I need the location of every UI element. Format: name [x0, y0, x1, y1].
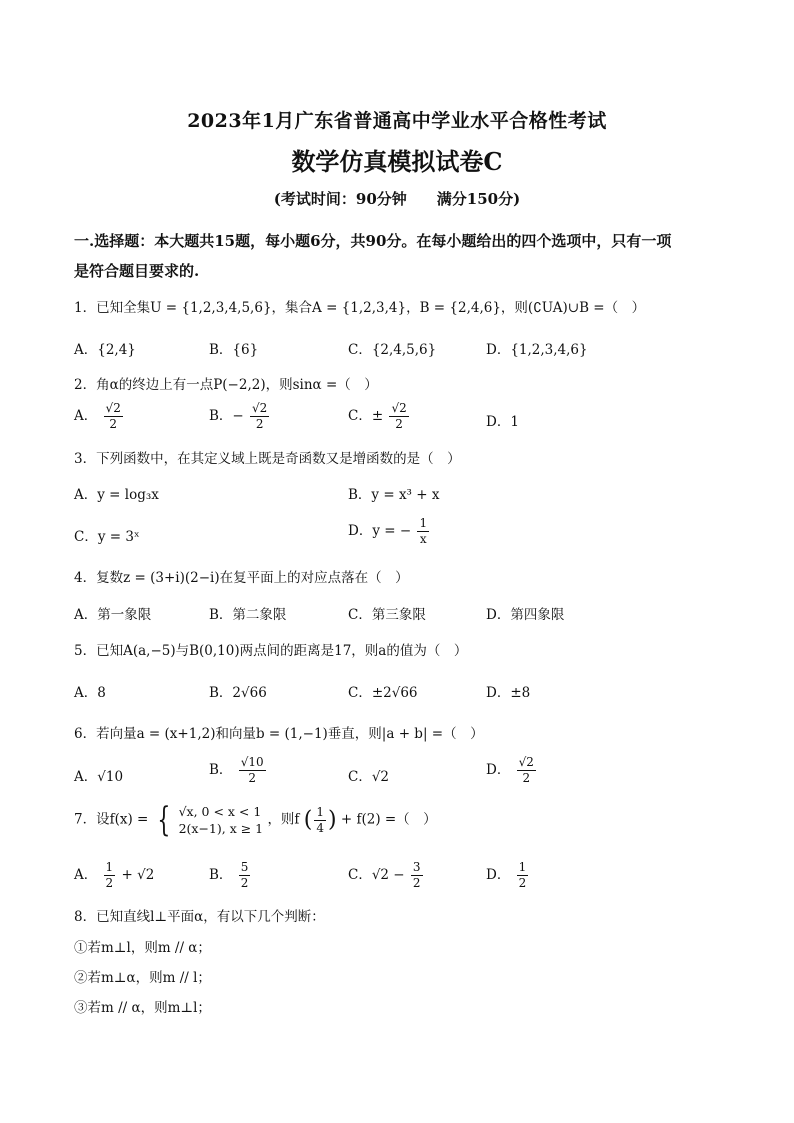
piecewise-case-1: √x, 0 < x < 1 — [178, 804, 262, 819]
q7-suffix: + f(2) =（ ） — [340, 811, 437, 828]
question-3-option-d — [348, 516, 431, 547]
brace-glyph: { — [156, 800, 170, 840]
question-3-option-a: A．y = log₃x — [74, 487, 159, 503]
piecewise-case-2: 2(x−1), x ≥ 1 — [178, 821, 264, 836]
fraction — [517, 755, 536, 786]
option-label: D． — [486, 867, 511, 883]
fraction-denominator: 4 — [316, 820, 324, 835]
question-7-option-b — [209, 860, 252, 891]
piecewise-cases — [179, 803, 264, 837]
fraction-numerator: √2 — [518, 755, 534, 769]
question-3-stem: 3．下列函数中，在其定义域上既是奇函数又是增函数的是（ ） — [74, 451, 461, 467]
q7-prefix: 7．设f(x) = — [74, 811, 149, 828]
exam-subtitle: 数学仿真模拟试卷C — [291, 147, 503, 176]
question-5-stem: 5．已知A(a,−5)与B(0,10)两点间的距离是17，则a的值为（ ） — [74, 643, 468, 659]
option-label: B． — [209, 762, 233, 778]
question-6-option-d — [486, 755, 538, 786]
fraction-denominator: 2 — [248, 771, 256, 785]
fraction-denominator: 2 — [412, 876, 421, 890]
fraction-numerator: √2 — [391, 401, 407, 415]
fraction-numerator: 3 — [412, 860, 421, 874]
option-tail: + √2 — [121, 867, 155, 883]
question-6-option-b — [209, 755, 268, 786]
fraction — [104, 860, 116, 891]
fraction-numerator: √2 — [105, 401, 121, 415]
fraction-denominator: 2 — [109, 417, 117, 431]
fraction-numerator: √10 — [240, 755, 264, 769]
question-4-option-d: D．第四象限 — [486, 607, 565, 623]
section-heading — [74, 226, 734, 286]
fraction-numerator: 1 — [518, 860, 527, 874]
question-2-option-b — [209, 401, 271, 432]
question-2-stem: 2．角α的终边上有一点P(−2,2)，则sinα =（ ） — [74, 377, 378, 393]
question-5-option-b: B．2√66 — [209, 685, 267, 701]
option-label: C．± — [348, 408, 384, 424]
exam-title: 2023年1月广东省普通高中学业水平合格性考试 — [187, 110, 607, 132]
question-5-option-a: A．8 — [74, 685, 106, 701]
question-1-option-c: C．{2,4,5,6} — [348, 342, 437, 358]
question-1-stem: 1．已知全集U = {1,2,3,4,5,6}，集合A = {1,2,3,4}，B = {2,4,6}，则(∁UA)∪B =（ ） — [74, 300, 646, 316]
fraction — [104, 401, 123, 432]
question-2-option-c — [348, 401, 411, 432]
fraction — [239, 860, 251, 891]
fraction-numerator: 1 — [105, 860, 114, 874]
fraction — [411, 860, 423, 891]
question-5-option-c: C．±2√66 — [348, 685, 418, 701]
fraction — [314, 805, 326, 836]
question-6-stem: 6．若向量a = (x+1,2)和向量b = (1,−1)垂直，则|a + b| =（ ） — [74, 726, 484, 742]
fraction — [417, 516, 429, 547]
fraction — [389, 401, 408, 432]
paren-open: ( — [303, 807, 313, 833]
section-heading-line1: 一.选择题：本大题共15题，每小题6分，共90分。在每小题给出的四个选项中，只有一项 — [74, 232, 672, 250]
question-4-option-c: C．第三象限 — [348, 607, 426, 623]
q7-mid: ，则f — [267, 811, 300, 828]
option-label: D． — [486, 762, 511, 778]
option-label: D．y = − — [348, 523, 412, 539]
option-label: A． — [74, 867, 98, 883]
fraction-denominator: 2 — [395, 417, 403, 431]
question-7-option-a — [74, 860, 154, 891]
question-1-option-b: B．{6} — [209, 342, 259, 358]
option-label: C．√2 − — [348, 867, 405, 883]
question-4-option-b: B．第二象限 — [209, 607, 287, 623]
paren-close: ) — [327, 807, 337, 833]
question-2-option-d: D．1 — [486, 414, 519, 430]
option-label: B． — [209, 867, 233, 883]
fraction — [250, 401, 269, 432]
exam-info: (考试时间：90分钟 满分150分) — [273, 190, 521, 208]
question-3-option-b: B．y = x³ + x — [348, 487, 440, 503]
question-6-option-a: A．√10 — [74, 769, 124, 785]
question-4-option-a: A．第一象限 — [74, 607, 152, 623]
question-6-option-c: C．√2 — [348, 769, 390, 785]
fraction — [517, 860, 529, 891]
fraction-numerator: 1 — [419, 516, 428, 530]
fraction-denominator: 2 — [518, 876, 527, 890]
question-8-item-2: ②若m⊥α，则m // l； — [74, 970, 211, 986]
question-2-option-a — [74, 401, 125, 432]
fraction-numerator: √2 — [252, 401, 268, 415]
option-label: A． — [74, 408, 98, 424]
option-label: B．− — [209, 408, 244, 424]
fraction-denominator: 2 — [240, 876, 249, 890]
question-1-option-a: A．{2,4} — [74, 342, 136, 358]
question-8-item-3: ③若m // α，则m⊥l； — [74, 1000, 211, 1016]
question-3-option-c: C．y = 3ˣ — [74, 529, 140, 545]
question-1-option-d: D．{1,2,3,4,6} — [486, 342, 588, 358]
fraction-numerator: 1 — [316, 804, 324, 819]
fraction-denominator: 2 — [105, 876, 114, 890]
question-7-stem — [74, 800, 437, 840]
question-7-option-c — [348, 860, 425, 891]
fraction — [239, 755, 266, 786]
fraction-denominator: 2 — [255, 417, 264, 431]
question-5-option-d: D．±8 — [486, 685, 531, 701]
fraction-denominator: 2 — [522, 771, 531, 785]
fraction-numerator: 5 — [240, 860, 249, 874]
fraction-denominator: x — [419, 532, 427, 546]
question-8-stem: 8．已知直线l⊥平面α，有以下几个判断： — [74, 909, 325, 925]
question-8-item-1: ①若m⊥l，则m // α； — [74, 940, 211, 956]
section-heading-line2: 是符合题目要求的. — [74, 262, 200, 280]
question-7-option-d — [486, 860, 530, 891]
question-4-stem: 4．复数z = (3+i)(2−i)在复平面上的对应点落在（ ） — [74, 570, 409, 586]
